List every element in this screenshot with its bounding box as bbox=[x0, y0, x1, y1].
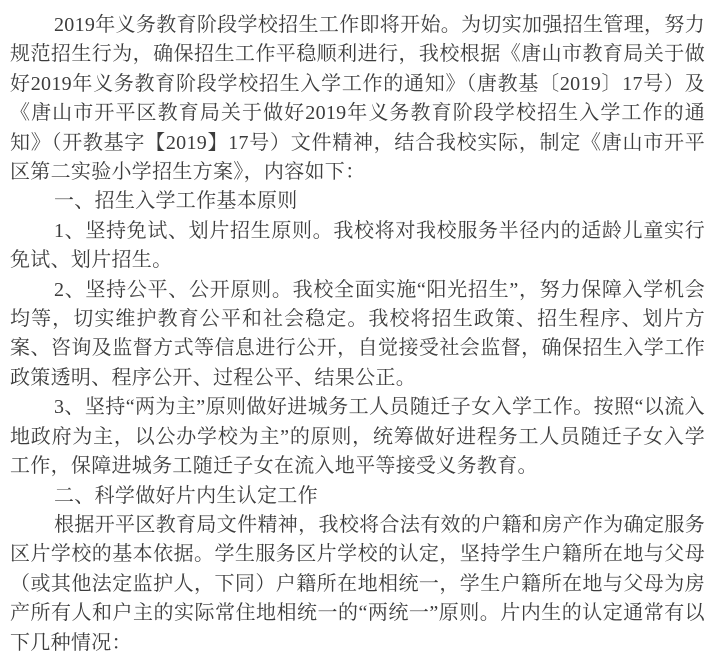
district-recognition-paragraph: 根据开平区教育局文件精神，我校将合法有效的户籍和房产作为确定服务区片学校的基本依据。学生服务区片学校的认定，坚持学生户籍所在地与父母（或其他法定监护人，下同）户籍所在地相统一，学生户籍所在地与父母为房产所有人和户主的实际常住地相统一的“两统一”原则。片内生的认定通常有以下几种情况： bbox=[10, 513, 705, 654]
section-heading-1: 一、招生入学工作基本原则 bbox=[54, 190, 298, 213]
section-heading-2: 二、科学做好片内生认定工作 bbox=[54, 484, 318, 507]
principle-paragraph-2: 2、坚持公平、公开原则。我校全面实施“阳光招生”，努力保障入学机会均等，切实维护教育公平和社会稳定。我校将招生政策、招生程序、划片方案、咨询及监督方式等信息进行公开，自觉接受社会监督，确保招生入学工作政策透明、程序公开、过程公平、结果公正。 bbox=[10, 278, 705, 389]
principle-paragraph-1: 1、坚持免试、划片招生原则。我校将对我校服务半径内的适龄儿童实行免试、划片招生。 bbox=[10, 219, 705, 272]
intro-paragraph: 2019年义务教育阶段学校招生工作即将开始。为切实加强招生管理，努力规范招生行为，确保招生工作平稳顺利进行，我校根据《唐山市教育局关于做好2019年义务教育阶段学校招生入学工作的通知》（唐教基〔2019〕17号）及《唐山市开平区教育局关于做好2019年义务教育阶段学校招生入学工作的通知》（开教基字【2019】17号）文件精神，结合我校实际，制定《唐山市开平区第二实验小学招生方案》，内容如下： bbox=[10, 14, 705, 184]
principle-paragraph-3: 3、坚持“两为主”原则做好进城务工人员随迁子女入学工作。按照“以流入地政府为主，以公办学校为主”的原则，统筹做好进程务工人员随迁子女入学工作，保障进城务工随迁子女在流入地平等接受义务教育。 bbox=[10, 396, 705, 478]
